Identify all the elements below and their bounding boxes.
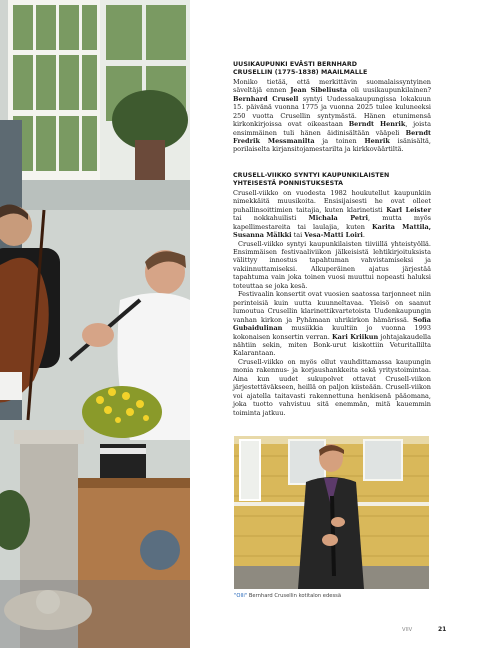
- section1-heading: UUSIKAUPUNKI EVÄSTI BERNHARD CRUSELLIN (1775-1838) MAAILMALLE: [233, 61, 368, 77]
- section2-paragraph-2: Crusell-viikko syntyi kaupunkilaisten tiiviillä yhteistyöllä. Ensimmäisen festivaaliviikon jälkeisistä lehtikirjoituksista välittyy innostus tapahtuman vahvistamiseksi ja vakiinnuttamiseksi. Alkuperäinen ajatus järjestää tapahtuma vain joka toinen vuosi muuttui nopeasti haluksi toteuttaa se joka kesä.: [233, 239, 431, 290]
- section2-body: [233, 189, 431, 417]
- section2-paragraph-4: Crusell-viikko on myös ollut vauhdittamassa kaupungin monia rakennus- ja korjaushankkeita sekä yritystoimintaa. Aina kun uudet sukupolvet ottavat Crusell-viikon järjestettäväkseen, heillä on paljon kiisteään. Crusell-viikon voi ajatella taitavasti rakennettuna henkisenä pääomana, joka tuotto vahvistuu sitä enemmän, mitä kauemmin toiminta jatkuu.: [233, 357, 431, 417]
- section1-body: [233, 78, 431, 154]
- section2-heading: CRUSELL-VIIKKO SYNTYI KAUPUNKILAISTEN YHTEISESTÄ PONNISTUKSESTA: [233, 172, 390, 188]
- section-sibelius: [233, 61, 431, 154]
- photo-caption: "Olli" Bernhard Crusellin kotitalon edessä: [234, 593, 342, 599]
- concert-photo: [0, 0, 190, 648]
- section-crusell-week: [233, 172, 431, 417]
- crusell-house-photo: [234, 436, 429, 589]
- footer-label: VIIV: [402, 627, 413, 633]
- page-number: 21: [438, 626, 447, 633]
- section2-paragraph-3: Festivaalin konsertit ovat vuosien saatossa tarjonneet niin perinteisiä kuin uutta kuunneltavaa. Yleisö on saanut lumoutua Crusellin klarinettikvartetoista Uudenkaupungin vanhan kirkon ja Pyhämaan uhrikirkon hämärissä. Sofia Gubaidulinan musiikkia kuultiin jo vuonna 1993 kokonaisen konsertin verran. Kari Kriikun johtajakaudella nähtiin sekin, miten Bonk-urut kiskottiin Veturitallilta Kalarantaan.: [233, 290, 431, 358]
- section2-paragraph-1: Crusell-viikko on vuodesta 1982 houkutellut kaupunkiin nimekkäitä muusikoita. Ensisijaisesti he ovat olleet puhallinsoittimien taitajia, kuten klarinetisti Karl Leister tai nokkahuilisti Michala Petri, mutta myös kapellimestareita tai laulajia, kuten Karita Mattila, Susanna Mälkki tai Vesa-Matti Loiri.: [233, 188, 432, 240]
- section1-paragraph: Moniko tietää, että merkittävin suomalaissyntyinen säveltäjä ennen Jean Sibeliusta oli uusikaupunkilainen? Bernhard Crusell syntyi Uudessakaupungissa lokakuun 15. päivänä vuonna 1775 ja vuonna 2025 tulee kuluneeksi 250 vuotta Crusellin syntymästä. Hänen etunimensä kirkonkirjoissa ovat oikeastaan Berndt Henrik, joista ensimmäinen tuli hänen äidinisältään vääpeli Berndt Fredrik Messmanilta ja toinen Henrik isänisältä, porilaiselta kirjansitojamestarilta ja kirkkoväärtiltä.: [233, 77, 432, 154]
